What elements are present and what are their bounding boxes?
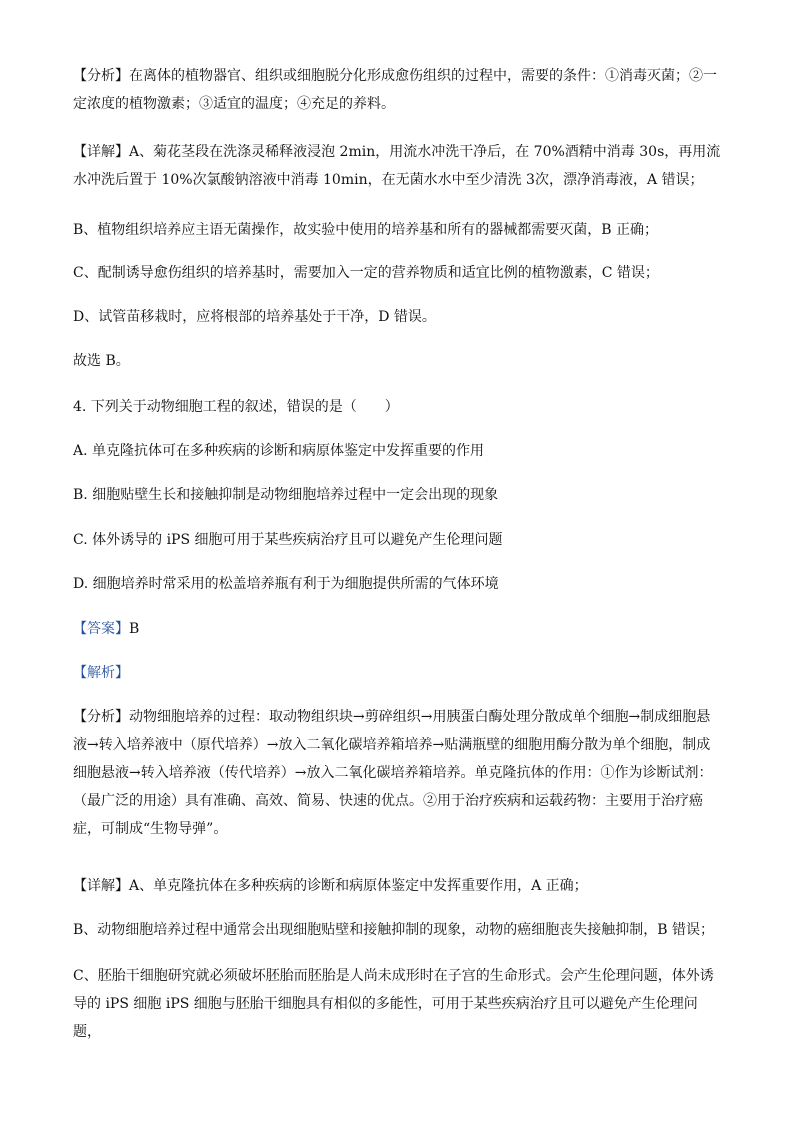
analysis-paragraph-1: [73, 62, 723, 118]
detail-4-option-c: C、胚胎干细胞研究就必须破坏胚胎而胚胎是人尚未成形时在子宫的生命形式。会产生伦理问题，体外诱导的 iPS 细胞 iPS 细胞与胚胎干细胞具有相似的多能性，可用于某些疾病治疗且可以避免产生伦理问题，: [73, 968, 714, 1040]
detail-4-option-b: B、动物细胞培养过程中通常会出现细胞贴壁和接触抑制的现象，动物的癌细胞丧失接触抑制，B 错误；: [73, 922, 715, 938]
detail-text: A、单克隆抗体在多种疾病的诊断和病原体鉴定中发挥重要作用，A 正确；: [129, 878, 588, 894]
detail-option-d: D、试管苗移栽时，应将根部的培养基处于干净，D 错误。: [73, 309, 436, 325]
analysis-tag: 【分析】: [73, 709, 129, 725]
detail-tag: 【详解】: [73, 144, 129, 160]
detail-option-c: C、配制诱导愈伤组织的培养基时，需要加入一定的营养物质和适宜比例的植物激素，C 错误；: [73, 265, 659, 281]
detail-paragraph-4: [73, 872, 723, 900]
question-4-option-d: D. 细胞培养时常采用的松盖培养瓶有利于为细胞提供所需的气体环境: [73, 576, 499, 592]
answer-value: B: [129, 621, 140, 637]
answer-tag: 【答案】: [73, 621, 129, 637]
detail-paragraph-1: [73, 138, 723, 194]
explanation-tag: 【解析】: [73, 665, 129, 681]
analysis-tag: 【分析】: [73, 68, 129, 84]
analysis-text: 在离体的植物器官、组织或细胞脱分化形成愈伤组织的过程中，需要的条件：①消毒灭菌；②一定浓度的植物激素；③适宜的温度；④充足的养料。: [73, 68, 717, 112]
detail-tag: 【详解】: [73, 878, 129, 894]
answer-4: [73, 615, 723, 643]
analysis-text: 动物细胞培养的过程：取动物组织块→剪碎组织→用胰蛋白酶处理分散成单个细胞→制成细胞悬液→转入培养液中（原代培养）→放入二氧化碳培养箱培养→贴满瓶壁的细胞用酶分散为单个细胞，制成细胞悬液→转入培养液（传代培养）→放入二氧化碳培养箱培养。单克隆抗体的作用：①作为诊断试剂：（最广泛的用途）具有准确、高效、简易、快速的优点。②用于治疗疾病和运载药物：主要用于治疗癌症，可制成“生物导弹”。: [73, 709, 713, 837]
question-4-option-b: B. 细胞贴壁生长和接触抑制是动物细胞培养过程中一定会出现的现象: [73, 487, 499, 503]
detail-option-b: B、植物组织培养应主语无菌操作，故实验中使用的培养基和所有的器械都需要灭菌，B 正确；: [73, 222, 659, 238]
analysis-paragraph-4: [73, 703, 723, 843]
conclusion-1: 故选 B。: [73, 353, 130, 369]
detail-text: A、菊花茎段在洗涤灵稀释液浸泡 2min，用流水冲洗干净后，在 70%酒精中消毒 30s，再用流水冲洗后置于 10%次氯酸钠溶液中消毒 10min，在无菌水水中至少清洗 3次，漂净消毒液，A 错误；: [73, 144, 721, 188]
question-4-stem: 4. 下列关于动物细胞工程的叙述，错误的是（ ）: [73, 399, 399, 415]
question-4-option-a: A. 单克隆抗体可在多种疾病的诊断和病原体鉴定中发挥重要的作用: [73, 443, 485, 459]
question-4-option-c: C. 体外诱导的 iPS 细胞可用于某些疾病治疗且可以避免产生伦理问题: [73, 532, 503, 548]
